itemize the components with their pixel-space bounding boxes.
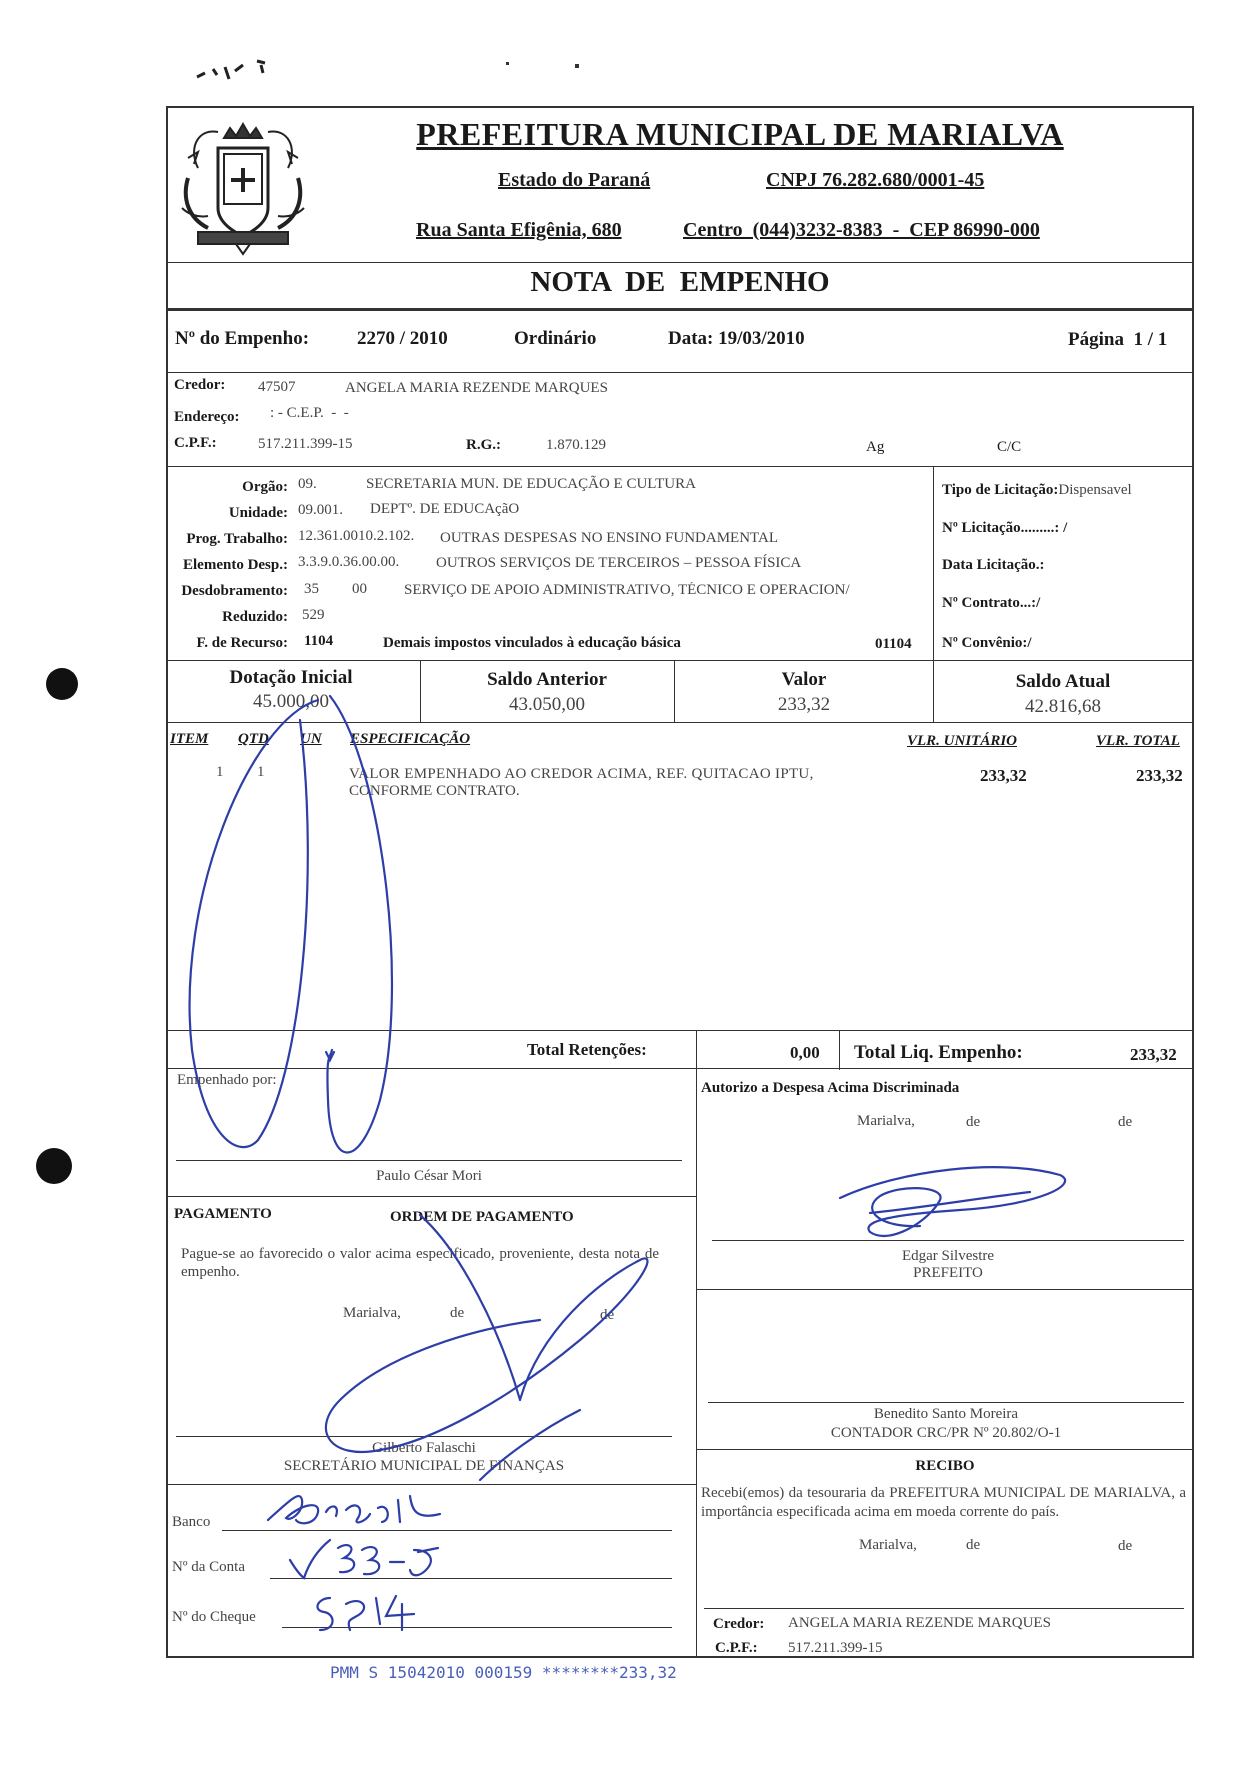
reduzido-value: 529 — [302, 607, 325, 623]
col-header-item: ITEM — [170, 731, 209, 747]
elemento-desc: OUTROS SERVIÇOS DE TERCEIROS – PESSOA FÍSICA — [436, 555, 802, 571]
punch-hole-top — [46, 668, 78, 700]
numero-contrato: Nº Contrato...:/ — [942, 595, 1041, 611]
empenhado-por-label: Empenhado por: — [177, 1072, 277, 1088]
item-unit-value: 233,32 — [980, 766, 1027, 785]
scan-speck — [575, 64, 579, 68]
orgao-label: Orgão: — [242, 479, 288, 495]
rg-label: R.G.: — [466, 437, 501, 453]
address-contact: Centro (044)3232-8383 - CEP 86990-000 — [683, 219, 1040, 241]
divider — [696, 1289, 1194, 1290]
scan-specks — [195, 55, 305, 85]
desdob-code2: 00 — [352, 581, 367, 597]
numero-convenio: Nº Convênio:/ — [942, 635, 1032, 651]
conta-corrente-label: C/C — [997, 439, 1022, 455]
state-label: Estado do Paraná — [498, 169, 651, 191]
divider — [166, 1484, 696, 1485]
pagamento-local: Marialva, — [343, 1305, 401, 1321]
total-liq-label: Total Liq. Empenho: — [854, 1042, 1023, 1063]
punch-hole-bottom — [36, 1148, 72, 1184]
divider — [696, 1068, 697, 1658]
signature-line — [176, 1160, 682, 1161]
divider — [696, 1030, 697, 1070]
recibo-credor-name: ANGELA MARIA REZENDE MARQUES — [788, 1615, 1051, 1631]
item-qtd: 1 — [257, 764, 265, 780]
valor-value: 233,32 — [777, 694, 831, 715]
col-header-especificacao: ESPECIFICAÇÃO — [350, 731, 471, 747]
cheque-label: Nº do Cheque — [172, 1609, 256, 1625]
saldo-anterior-label: Saldo Anterior — [487, 669, 607, 690]
prog-desc: OUTRAS DESPESAS NO ENSINO FUNDAMENTAL — [440, 530, 778, 546]
prefeito-name: Edgar Silvestre — [901, 1248, 995, 1264]
cpf-value: 517.211.399-15 — [258, 436, 353, 452]
autorizo-label: Autorizo a Despesa Acima Discriminada — [701, 1080, 960, 1096]
ordem-pagamento-label: ORDEM DE PAGAMENTO — [390, 1209, 574, 1225]
data-licitacao: Data Licitação.: — [942, 557, 1045, 573]
recibo-label: RECIBO — [915, 1458, 975, 1474]
divider — [166, 1196, 696, 1197]
contador-name: Benedito Santo Moreira — [873, 1406, 1019, 1422]
recibo-cpf-label: C.P.F.: — [715, 1640, 758, 1656]
reduzido-label: Reduzido: — [222, 609, 288, 625]
recurso-num: 01104 — [875, 636, 912, 652]
recurso-desc: Demais impostos vinculados à educação básica — [383, 635, 681, 651]
signature-line — [712, 1240, 1184, 1241]
divider — [166, 660, 1194, 661]
orgao-code: 09. — [298, 476, 317, 492]
credor-label: Credor: — [174, 377, 226, 393]
recibo-local: Marialva, — [859, 1537, 917, 1553]
col-header-un: UN — [300, 731, 322, 747]
secretario-title: SECRETÁRIO MUNICIPAL DE FINANÇAS — [283, 1458, 565, 1474]
divider — [839, 1030, 840, 1070]
col-header-vlr-total: VLR. TOTAL — [1096, 733, 1180, 749]
tipo-licitacao-label-text: Tipo de Licitação: — [942, 482, 1059, 498]
total-retencoes-label: Total Retenções: — [527, 1040, 647, 1059]
conta-field-line — [270, 1578, 672, 1579]
col-header-qtd: QTD — [238, 731, 269, 747]
empenhado-por-name: Paulo César Mori — [376, 1168, 482, 1184]
empenho-number-label: Nº do Empenho: — [175, 328, 310, 349]
banco-field-line — [222, 1530, 672, 1531]
tipo-licitacao-value: Dispensavel — [1058, 482, 1132, 498]
pagamento-label: PAGAMENTO — [174, 1206, 272, 1222]
autorizo-local: Marialva, — [857, 1113, 915, 1129]
unidade-label: Unidade: — [228, 505, 288, 521]
total-retencoes-value: 0,00 — [790, 1043, 820, 1062]
saldo-anterior-value: 43.050,00 — [509, 694, 585, 715]
unidade-code: 09.001. — [298, 502, 343, 518]
desdob-desc: SERVIÇO DE APOIO ADMINISTRATIVO, TÉCNICO E OPERACION/ — [404, 582, 850, 598]
valor-label: Valor — [781, 669, 827, 690]
desdob-code1: 35 — [304, 581, 319, 597]
autorizo-de-1: de — [966, 1114, 981, 1130]
pagamento-de-1: de — [450, 1305, 465, 1321]
cheque-field-line — [282, 1627, 672, 1628]
agencia-label: Ag — [866, 439, 885, 455]
credor-code: 47507 — [258, 379, 296, 395]
recibo-cpf-value: 517.211.399-15 — [788, 1640, 883, 1656]
recibo-text: Recebi(emos) da tesouraria da PREFEITURA MUNICIPAL DE MARIALVA, a importância especificada acima em moeda corrente do país. — [701, 1485, 1186, 1520]
divider — [166, 1068, 1194, 1069]
divider — [166, 1030, 1194, 1031]
prog-code: 12.361.0010.2.102. — [298, 528, 415, 544]
document-title: NOTA DE EMPENHO — [530, 266, 830, 298]
prog-trabalho-label: Prog. Trabalho: — [186, 531, 288, 547]
divider — [166, 722, 1194, 723]
divider — [696, 1449, 1194, 1450]
prefeito-title: PREFEITO — [913, 1265, 983, 1281]
credor-name: ANGELA MARIA REZENDE MARQUES — [345, 380, 608, 396]
endereco-label: Endereço: — [174, 409, 240, 425]
budget-labels — [168, 474, 288, 656]
pagamento-de-2: de — [600, 1307, 615, 1323]
signature-line — [704, 1608, 1184, 1609]
divider — [166, 262, 1194, 263]
contador-title: CONTADOR CRC/PR Nº 20.802/O-1 — [830, 1425, 1062, 1441]
recibo-de-1: de — [966, 1537, 981, 1553]
secretario-name: Gilberto Falaschi — [372, 1440, 476, 1456]
recurso-label: F. de Recurso: — [196, 635, 288, 651]
dotacao-inicial-value: 45.000,00 — [253, 691, 329, 712]
scan-speck — [506, 62, 509, 65]
tipo-licitacao-label — [942, 482, 1132, 499]
total-liq-value: 233,32 — [1130, 1045, 1177, 1064]
cpf-label: C.P.F.: — [174, 435, 217, 451]
numero-licitacao: Nº Licitação.........: / — [942, 520, 1068, 536]
item-number: 1 — [216, 764, 224, 780]
unidade-desc: DEPTº. DE EDUCAçãO — [370, 501, 520, 517]
empenho-type: Ordinário — [514, 328, 597, 349]
page-title: PREFEITURA MUNICIPAL DE MARIALVA — [416, 116, 1064, 152]
cnpj-label: CNPJ 76.282.680/0001-45 — [766, 169, 985, 191]
item-total-value: 233,32 — [1136, 766, 1183, 785]
signature-line — [176, 1436, 672, 1437]
coat-of-arms-logo — [168, 108, 318, 258]
divider — [166, 372, 1194, 373]
elemento-label: Elemento Desp.: — [183, 557, 288, 573]
desdobramento-label: Desdobramento: — [181, 583, 288, 599]
recibo-credor-label: Credor: — [713, 1616, 765, 1632]
dotacao-inicial-label: Dotação Inicial — [229, 667, 353, 688]
payment-stamp: PMM S 15042010 000159 ********233,32 — [330, 1663, 677, 1682]
orgao-desc: SECRETARIA MUN. DE EDUCAÇÃO E CULTURA — [366, 476, 696, 492]
endereco-value: : - C.E.P. - - — [270, 405, 349, 421]
saldo-atual-value: 42.816,68 — [1025, 696, 1101, 717]
conta-label: Nº da Conta — [172, 1559, 245, 1575]
recibo-de-2: de — [1118, 1538, 1133, 1554]
pagamento-text: Pague-se ao favorecido o valor acima especificado, proveniente, desta nota de empenho. — [181, 1246, 659, 1280]
divider — [166, 466, 1194, 467]
recurso-code: 1104 — [304, 633, 334, 649]
item-spec-line2: CONFORME CONTRATO. — [349, 783, 520, 799]
empenho-date: Data: 19/03/2010 — [668, 328, 805, 349]
banco-label: Banco — [172, 1514, 211, 1530]
elemento-code: 3.3.9.0.36.00.00. — [298, 554, 400, 570]
address-street: Rua Santa Efigênia, 680 — [416, 219, 622, 241]
empenho-number: 2270 / 2010 — [357, 328, 448, 349]
col-header-vlr-unitario: VLR. UNITÁRIO — [907, 733, 1018, 749]
page-number: Página 1 / 1 — [1068, 329, 1168, 350]
autorizo-de-2: de — [1118, 1114, 1133, 1130]
rg-value: 1.870.129 — [546, 437, 606, 453]
signature-line — [708, 1402, 1184, 1403]
saldo-atual-label: Saldo Atual — [1015, 671, 1111, 692]
item-spec-line1: VALOR EMPENHADO AO CREDOR ACIMA, REF. QUITACAO IPTU, — [349, 766, 814, 782]
divider — [166, 308, 1194, 311]
